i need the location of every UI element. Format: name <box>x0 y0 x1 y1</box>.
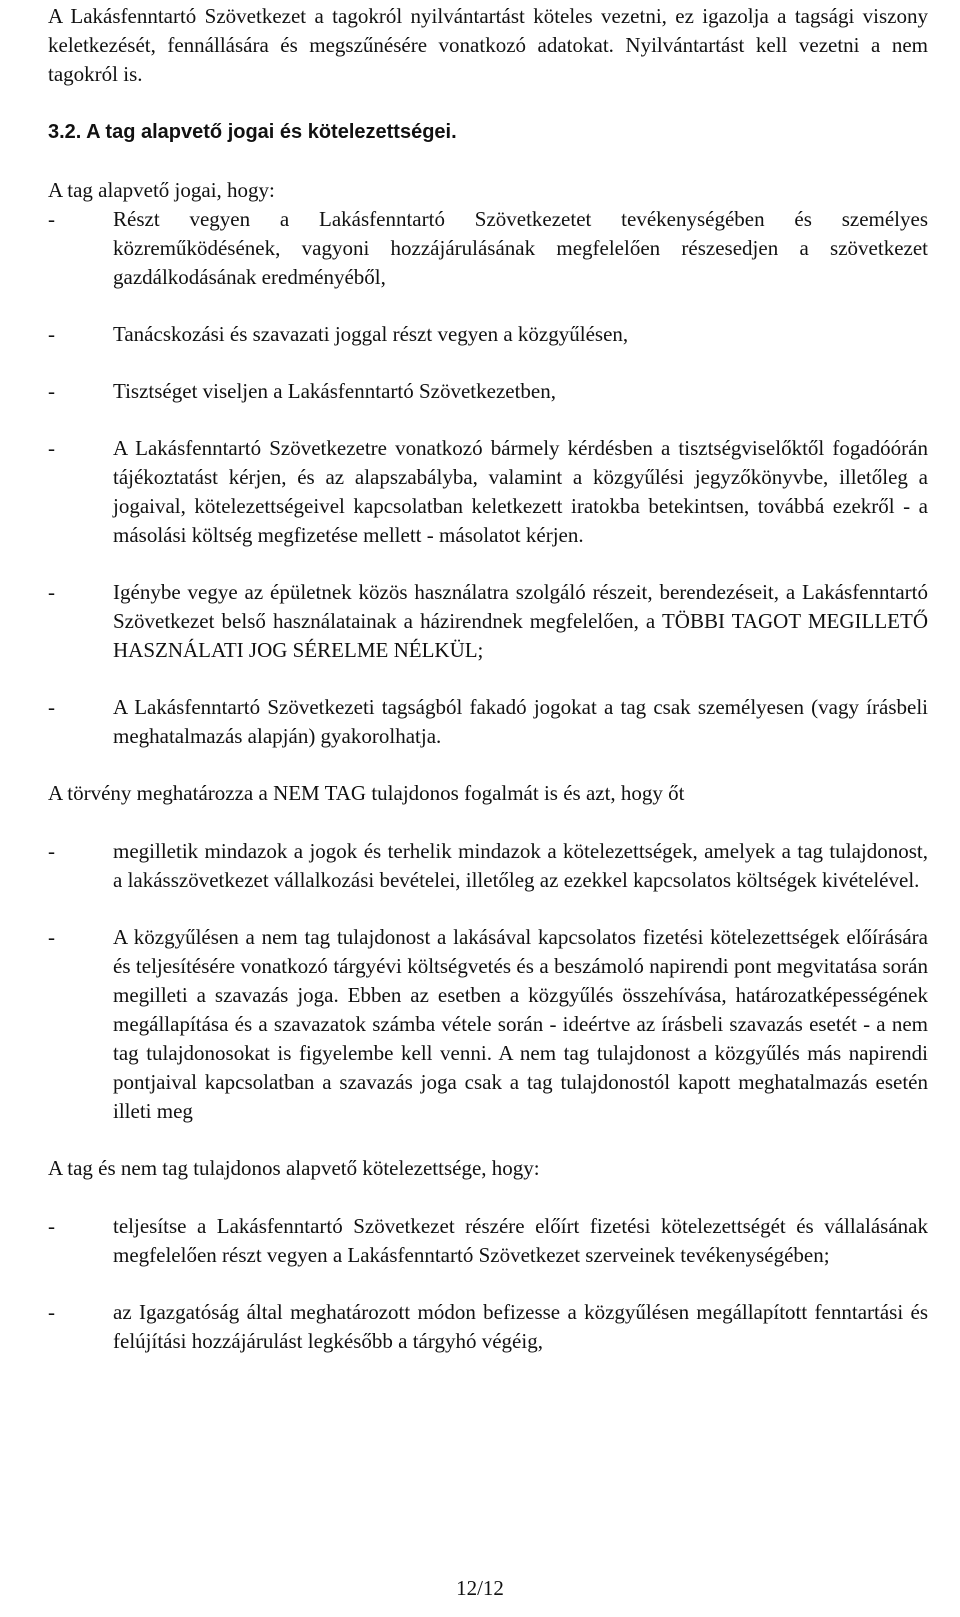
rights-item-2 <box>48 320 928 349</box>
bullet-dash: - <box>48 436 55 460</box>
rights-item-text: Részt vegyen a Lakásfenntartó Szövetkezetet tevékenységében és személyes közreműködésének, vagyoni hozzájárulásának megfelelően részesedjen a szövetkezet gazdálkodásának eredményéből, <box>113 207 928 289</box>
non-member-item-text: megilletik mindazok a jogok és terhelik mindazok a kötelezettségek, amelyek a tag tulajdonost, a lakásszövetkezet vállalkozási bevételei, illetőleg az ezekkel kapcsolatos költségek kivételével. <box>113 839 928 892</box>
bullet-dash: - <box>48 207 55 231</box>
non-member-item-1 <box>48 837 928 895</box>
rights-item-6 <box>48 693 928 751</box>
document-page <box>48 0 928 1356</box>
bullet-dash: - <box>48 1214 55 1238</box>
bullet-dash: - <box>48 1300 55 1324</box>
rights-item-text: Igénybe vegye az épületnek közös használatra szolgáló részeit, berendezéseit, a Lakásfenntartó Szövetkezet belső használatainak a házirendnek megfelelően, a TÖBBI TAGOT MEGILLETŐ HASZNÁLATI JOG SÉRELME NÉLKÜL; <box>113 580 928 662</box>
law-lead: A törvény meghatározza a NEM TAG tulajdonos fogalmát is és azt, hogy őt <box>48 781 685 805</box>
obligations-item-1 <box>48 1212 928 1270</box>
obligations-item-2 <box>48 1298 928 1356</box>
obligations-item-text: teljesítse a Lakásfenntartó Szövetkezet részére előírt fizetési kötelezettségét és vállalásának megfelelően részt vegyen a Lakásfenntartó Szövetkezet szerveinek tevékenységében; <box>113 1214 928 1267</box>
non-member-item-2 <box>48 923 928 1126</box>
bullet-dash: - <box>48 839 55 863</box>
bullet-dash: - <box>48 695 55 719</box>
rights-item-3 <box>48 377 928 406</box>
obligations-lead: A tag és nem tag tulajdonos alapvető kötelezettsége, hogy: <box>48 1156 540 1180</box>
rights-lead: A tag alapvető jogai, hogy: <box>48 178 275 202</box>
rights-item-text: Tisztséget viseljen a Lakásfenntartó Szövetkezetben, <box>113 379 556 403</box>
rights-item-text: A Lakásfenntartó Szövetkezeti tagságból fakadó jogokat a tag csak személyesen (vagy írásbeli meghatalmazás alapján) gyakorolhatja. <box>113 695 928 748</box>
rights-item-4 <box>48 434 928 550</box>
non-member-item-text: A közgyűlésen a nem tag tulajdonost a lakásával kapcsolatos fizetési kötelezettségek előírására és teljesítésére vonatkozó tárgyévi költségvetés és a beszámoló napirendi pont megvitatása során megilleti a szavazás joga. Ebben az esetben a közgyűlés összehívása, határozatképességének megállapítása és a szavazatok számba vétele során - ideértve az írásbeli szavazás esetét - a nem tag tulajdonosokat is figyelembe kell venni. A nem tag tulajdonost a közgyűlés más napirendi pontjaival kapcsolatban a szavazás joga csak a tag tulajdonostól kapott meghatalmazás esetén illeti meg <box>113 925 928 1123</box>
rights-item-5 <box>48 578 928 665</box>
bullet-dash: - <box>48 925 55 949</box>
rights-item-text: Tanácskozási és szavazati joggal részt vegyen a közgyűlésen, <box>113 322 629 346</box>
bullet-dash: - <box>48 580 55 604</box>
bullet-dash: - <box>48 379 55 403</box>
section-heading: 3.2. A tag alapvető jogai és kötelezettségei. <box>48 121 457 143</box>
bullet-dash: - <box>48 322 55 346</box>
intro-paragraph: A Lakásfenntartó Szövetkezet a tagokról nyilvántartást köteles vezetni, ez igazolja a tagsági viszony keletkezését, fennállására és megszűnésére vonatkozó adatokat. Nyilvántartást kell vezetni a nem tagokról is. <box>48 4 928 86</box>
rights-item-text: A Lakásfenntartó Szövetkezetre vonatkozó bármely kérdésben a tisztségviselőktől fogadóórán tájékoztatást kérjen, és az alapszabályba, valamint a közgyűlési jegyzőkönyvbe, illetőleg a jogaival, kötelezettségeivel kapcsolatban keletkezett iratokba betekintsen, továbbá ezekről - a másolási költség megfizetése mellett - másolatot kérjen. <box>113 436 928 547</box>
rights-item-1 <box>48 205 928 292</box>
obligations-item-text: az Igazgatóság által meghatározott módon befizesse a közgyűlésen megállapított fenntartási és felújítási hozzájárulást legkésőbb a tárgyhó végéig, <box>113 1300 928 1353</box>
page-number: 12/12 <box>456 1576 504 1600</box>
